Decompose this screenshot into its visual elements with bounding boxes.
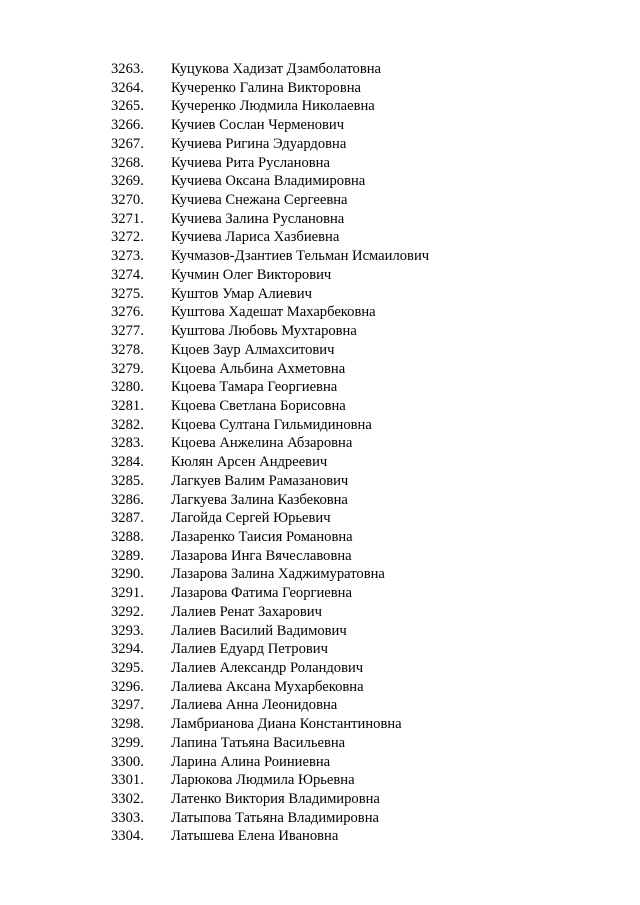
entry-number: 3292. — [111, 603, 144, 620]
entry-name: Кучеренко Галина Викторовна — [171, 79, 362, 96]
entry-name: Кцоева Светлана Борисовна — [171, 397, 346, 414]
entry-number: 3281. — [111, 397, 144, 414]
entry-number: 3304. — [111, 828, 144, 845]
entry-name: Кцоев Заур Алмахситович — [171, 341, 335, 358]
entry-number: 3297. — [111, 697, 144, 714]
entry-number: 3273. — [111, 248, 144, 265]
entry-name: Кюлян Арсен Андреевич — [171, 454, 328, 471]
list-item — [111, 565, 429, 584]
list-item — [111, 97, 429, 116]
list-item — [111, 341, 429, 360]
list-item — [111, 285, 429, 304]
entry-number: 3276. — [111, 304, 144, 321]
entry-number: 3289. — [111, 547, 144, 564]
entry-number: 3287. — [111, 510, 144, 527]
entry-name: Латыпова Татьяна Владимировна — [171, 809, 379, 826]
entry-number: 3285. — [111, 472, 144, 489]
entry-name: Куцукова Хадизат Дзамболатовна — [171, 61, 382, 77]
entry-number: 3290. — [111, 566, 144, 583]
entry-number: 3265. — [111, 98, 144, 115]
entry-number: 3264. — [111, 79, 144, 96]
entry-number: 3284. — [111, 454, 144, 471]
list-item — [111, 790, 429, 809]
entry-number: 3300. — [111, 753, 144, 770]
entry-name: Куштова Хадешат Махарбековна — [171, 304, 376, 321]
entry-number: 3282. — [111, 416, 144, 433]
list-item — [111, 60, 429, 79]
list-item — [111, 547, 429, 566]
entry-number: 3302. — [111, 791, 144, 808]
entry-number: 3272. — [111, 229, 144, 246]
list-item — [111, 603, 429, 622]
list-item — [111, 247, 429, 266]
list-item — [111, 266, 429, 285]
entry-name: Кучиева Залина Руслановна — [171, 210, 345, 227]
entry-number: 3296. — [111, 678, 144, 695]
entry-number: 3288. — [111, 528, 144, 545]
list-item — [111, 416, 429, 435]
entry-name: Лагкуева Залина Казбековна — [171, 491, 348, 508]
list-item — [111, 453, 429, 472]
entry-name: Кучиева Снежана Сергеевна — [171, 192, 348, 209]
list-item — [111, 622, 429, 641]
entry-number: 3293. — [111, 622, 144, 639]
list-item — [111, 210, 429, 229]
entry-number: 3303. — [111, 809, 144, 826]
entry-number: 3286. — [111, 491, 144, 508]
entry-number: 3295. — [111, 660, 144, 676]
entry-number: 3267. — [111, 135, 144, 152]
entry-name: Лалиев Ренат Захарович — [171, 603, 322, 620]
list-item — [111, 135, 429, 154]
entry-name: Лалиева Анна Леонидовна — [171, 697, 338, 714]
entry-name: Латышева Елена Ивановна — [171, 828, 339, 845]
entry-name: Кцоева Тамара Георгиевна — [171, 379, 338, 396]
entry-number: 3271. — [111, 210, 144, 227]
list-item — [111, 472, 429, 491]
entry-number: 3275. — [111, 285, 144, 302]
entry-number: 3266. — [111, 117, 144, 134]
entry-name: Кцоева Анжелина Абзаровна — [171, 435, 353, 452]
entry-name: Кучеренко Людмила Николаевна — [171, 98, 375, 115]
entry-name: Ларюкова Людмила Юрьевна — [171, 772, 355, 789]
entry-name: Ларина Алина Роиниевна — [171, 753, 331, 770]
list-item — [111, 584, 429, 603]
list-item — [111, 678, 429, 697]
list-item — [111, 715, 429, 734]
list-item — [111, 528, 429, 547]
list-item — [111, 378, 429, 397]
entry-number: 3263. — [111, 61, 144, 77]
entry-number: 3283. — [111, 435, 144, 452]
list-item — [111, 659, 429, 678]
list-item — [111, 809, 429, 828]
list-item — [111, 228, 429, 247]
list-item — [111, 303, 429, 322]
entry-number: 3294. — [111, 641, 144, 658]
entry-number: 3280. — [111, 379, 144, 396]
entry-name: Ламбрианова Диана Константиновна — [171, 716, 402, 733]
list-item — [111, 322, 429, 341]
list-item — [111, 696, 429, 715]
list-item — [111, 116, 429, 135]
entry-name: Лалиева Аксана Мухарбековна — [171, 678, 364, 695]
list-item — [111, 734, 429, 753]
entry-name: Куштова Любовь Мухтаровна — [171, 323, 357, 340]
entry-number: 3270. — [111, 192, 144, 209]
entry-number: 3301. — [111, 772, 144, 789]
list-item — [111, 172, 429, 191]
entry-number: 3277. — [111, 323, 144, 340]
entry-name: Кучмин Олег Викторович — [171, 266, 332, 283]
entry-name: Кучиева Оксана Владимировна — [171, 173, 366, 190]
entry-name: Лазаренко Таисия Романовна — [171, 528, 353, 545]
entry-name: Лазарова Фатима Георгиевна — [171, 585, 352, 602]
entry-name: Кучиева Лариса Хазбиевна — [171, 229, 340, 246]
name-list — [111, 60, 429, 846]
entry-name: Лагойда Сергей Юрьевич — [171, 510, 331, 527]
entry-name: Кцоева Султана Гильмидиновна — [171, 416, 372, 433]
entry-number: 3269. — [111, 173, 144, 190]
list-item — [111, 491, 429, 510]
entry-name: Кучиева Ригина Эдуардовна — [171, 135, 347, 152]
list-item — [111, 434, 429, 453]
entry-name: Лагкуев Валим Рамазанович — [171, 472, 349, 489]
list-item — [111, 771, 429, 790]
entry-name: Кучмазов-Дзантиев Тельман Исмаилович — [171, 248, 430, 265]
entry-number: 3298. — [111, 716, 144, 733]
entry-number: 3279. — [111, 360, 144, 377]
list-item — [111, 397, 429, 416]
entry-name: Кучиева Рита Руслановна — [171, 154, 330, 171]
list-item — [111, 640, 429, 659]
entry-name: Лалиев Василий Вадимович — [171, 622, 347, 639]
list-item — [111, 827, 429, 846]
entry-name: Лалиев Едуард Петрович — [171, 641, 328, 658]
entry-name: Лалиев Александр Роландович — [171, 660, 364, 676]
list-item — [111, 753, 429, 772]
entry-number: 3274. — [111, 266, 144, 283]
list-item — [111, 191, 429, 210]
entry-name: Лапина Татьяна Васильевна — [171, 734, 346, 751]
entry-number: 3268. — [111, 154, 144, 171]
list-item — [111, 79, 429, 98]
entry-number: 3299. — [111, 734, 144, 751]
entry-name: Кучиев Сослан Черменович — [171, 117, 345, 134]
entry-name: Кцоева Альбина Ахметовна — [171, 360, 346, 377]
list-item — [111, 509, 429, 528]
list-item — [111, 154, 429, 173]
entry-number: 3278. — [111, 341, 144, 358]
entry-name: Лазарова Залина Хаджимуратовна — [171, 566, 385, 583]
entry-name: Лазарова Инга Вячеславовна — [171, 547, 352, 564]
entry-number: 3291. — [111, 585, 144, 602]
list-item — [111, 360, 429, 379]
entry-name: Латенко Виктория Владимировна — [171, 791, 380, 808]
entry-name: Куштов Умар Алиевич — [171, 285, 312, 302]
